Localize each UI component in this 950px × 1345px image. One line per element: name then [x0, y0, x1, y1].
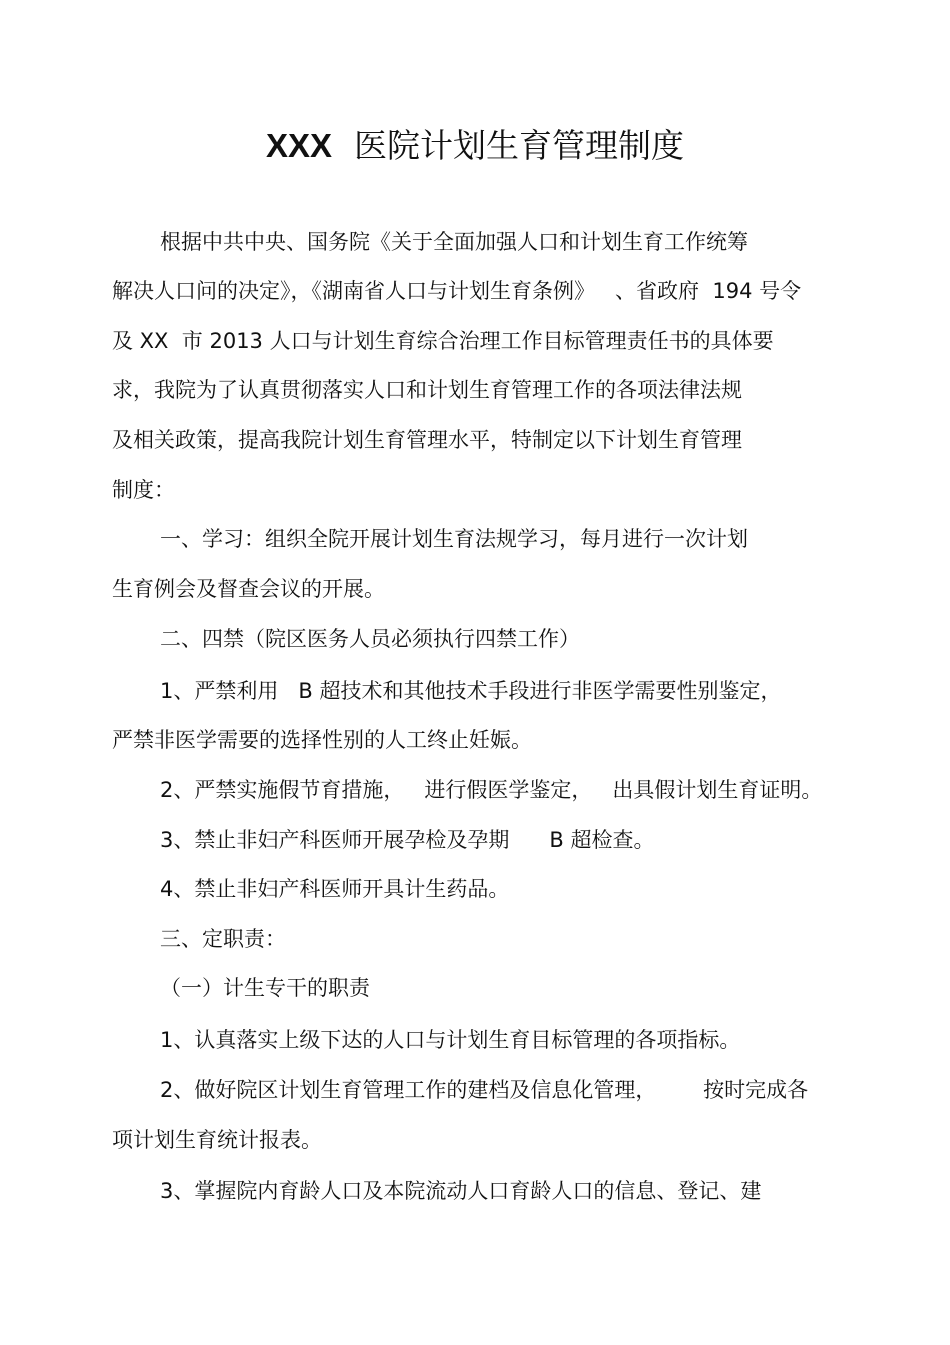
title-main: 医院计划生育管理制度 [354, 126, 685, 165]
paragraph-line: 项计划生育统计报表。 [112, 1128, 322, 1152]
paragraph-line: 生育例会及督查会议的开展。 [112, 577, 385, 601]
document-title [0, 124, 950, 168]
section-heading: 二、四禁（院区医务人员必须执行四禁工作） [160, 627, 580, 651]
section-heading: 三、定职责： [160, 927, 286, 951]
title-prefix: XXX [265, 127, 333, 164]
paragraph-line: 制度： [112, 478, 175, 502]
paragraph-line: 及 XX 市 2013 人口与计划生育综合治理工作目标管理责任书的具体要 [112, 329, 774, 353]
list-item: 1、严禁利用 B 超技术和其他技术手段进行非医学需要性别鉴定， [160, 679, 782, 703]
paragraph-line: 根据中共中央、国务院《关于全面加强人口和计划生育工作统筹 [160, 230, 748, 254]
list-item: 2、严禁实施假节育措施， 进行假医学鉴定， 出具假计划生育证明。 [160, 778, 823, 802]
paragraph-line: 及相关政策，提高我院计划生育管理水平，特制定以下计划生育管理 [112, 428, 742, 452]
list-item: 3、禁止非妇产科医师开展孕检及孕期 B 超检查。 [160, 828, 655, 852]
list-item: 2、做好院区计划生育管理工作的建档及信息化管理， 按时完成各 [160, 1078, 809, 1102]
paragraph-line: 严禁非医学需要的选择性别的人工终止妊娠。 [112, 728, 532, 752]
paragraph-line: 一、学习：组织全院开展计划生育法规学习，每月进行一次计划 [160, 527, 748, 551]
paragraph-line: 求，我院为了认真贯彻落实人口和计划生育管理工作的各项法律法规 [112, 378, 742, 402]
list-item: 3、掌握院内育龄人口及本院流动人口育龄人口的信息、登记、建 [160, 1179, 762, 1203]
list-item: 1、认真落实上级下达的人口与计划生育目标管理的各项指标。 [160, 1028, 741, 1052]
subsection-heading: （一）计生专干的职责 [160, 976, 370, 1000]
list-item: 4、禁止非妇产科医师开具计生药品。 [160, 877, 510, 901]
paragraph-line: 解决人口问的决定》，《湖南省人口与计划生育条例》 、省政府 194 号令 [112, 279, 802, 303]
